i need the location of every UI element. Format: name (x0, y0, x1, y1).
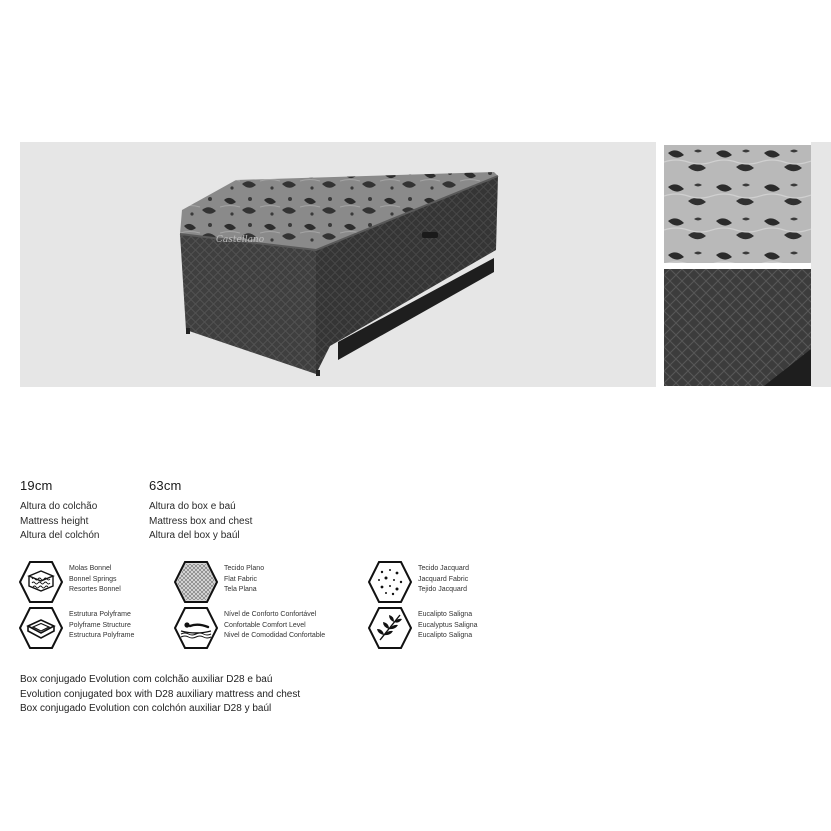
spec-label-en: Mattress height (20, 515, 89, 527)
feature-label-pt: Nível de Conforto Confortável (224, 611, 317, 618)
feature-label-en: Jacquard Fabric (418, 575, 469, 583)
comfort-level-icon (174, 606, 218, 650)
spec-label-es: Altura del box y baúl (149, 530, 240, 541)
eucalyptus-saligna-icon (368, 606, 412, 650)
feature-label-es: Eucalipto Saligna (418, 632, 473, 639)
mattress-height-value: 19cm (20, 478, 53, 493)
spec-label-pt: Altura do box e baú (149, 501, 236, 512)
fabric-detail-photo (664, 145, 811, 263)
description-en: Evolution conjugated box with D28 auxiliary mattress and chest (20, 688, 301, 700)
feature-label-es: Tejido Jacquard (418, 586, 468, 593)
feature-label-pt: Molas Bonnel (69, 565, 112, 572)
spec-label-es: Altura del colchón (20, 530, 100, 541)
mattress-height-spec (20, 478, 100, 544)
spec-label-pt: Altura do colchão (20, 501, 98, 512)
description-pt: Box conjugado Evolution com colchão auxiliar D28 e baú (20, 674, 273, 685)
feature-label-pt: Tecido Jacquard (418, 565, 469, 572)
feature-label-pt: Tecido Plano (224, 565, 265, 572)
jacquard-fabric-icon (368, 560, 412, 604)
spec-label-en: Mattress box and chest (149, 515, 253, 527)
product-description (20, 673, 300, 717)
bed-front-face (180, 234, 316, 374)
feature-label-es: Nivel de Comodidad Confortable (224, 632, 326, 639)
feature-label-en: Flat Fabric (224, 575, 258, 583)
feature-label-es: Estructura Polyframe (69, 632, 135, 639)
photo-strip-edge (811, 142, 831, 387)
flat-fabric-icon (174, 560, 218, 604)
feature-label-en: Bonnel Springs (69, 575, 117, 583)
product-photo-main (20, 142, 656, 387)
feature-label-pt: Eucalipto Saligna (418, 611, 473, 618)
bonnel-springs-icon (19, 560, 63, 604)
feature-label-en: Eucalyptus Saligna (418, 621, 478, 629)
feature-label-en: Polyframe Structure (69, 621, 131, 629)
feature-label-es: Resortes Bonnel (69, 586, 121, 593)
box-height-spec (149, 478, 252, 544)
feature-label-pt: Estrutura Polyframe (69, 611, 131, 618)
polyframe-structure-icon (19, 606, 63, 650)
feature-label-en: Confortable Comfort Level (224, 621, 306, 629)
feature-label-es: Tela Plana (224, 586, 257, 593)
box-height-value: 63cm (149, 478, 182, 493)
description-es: Box conjugado Evolution con colchón auxiliar D28 y baúl (20, 703, 272, 714)
quilted-side-detail-photo (664, 269, 811, 386)
bed-brand-label: Castellano (216, 235, 265, 245)
